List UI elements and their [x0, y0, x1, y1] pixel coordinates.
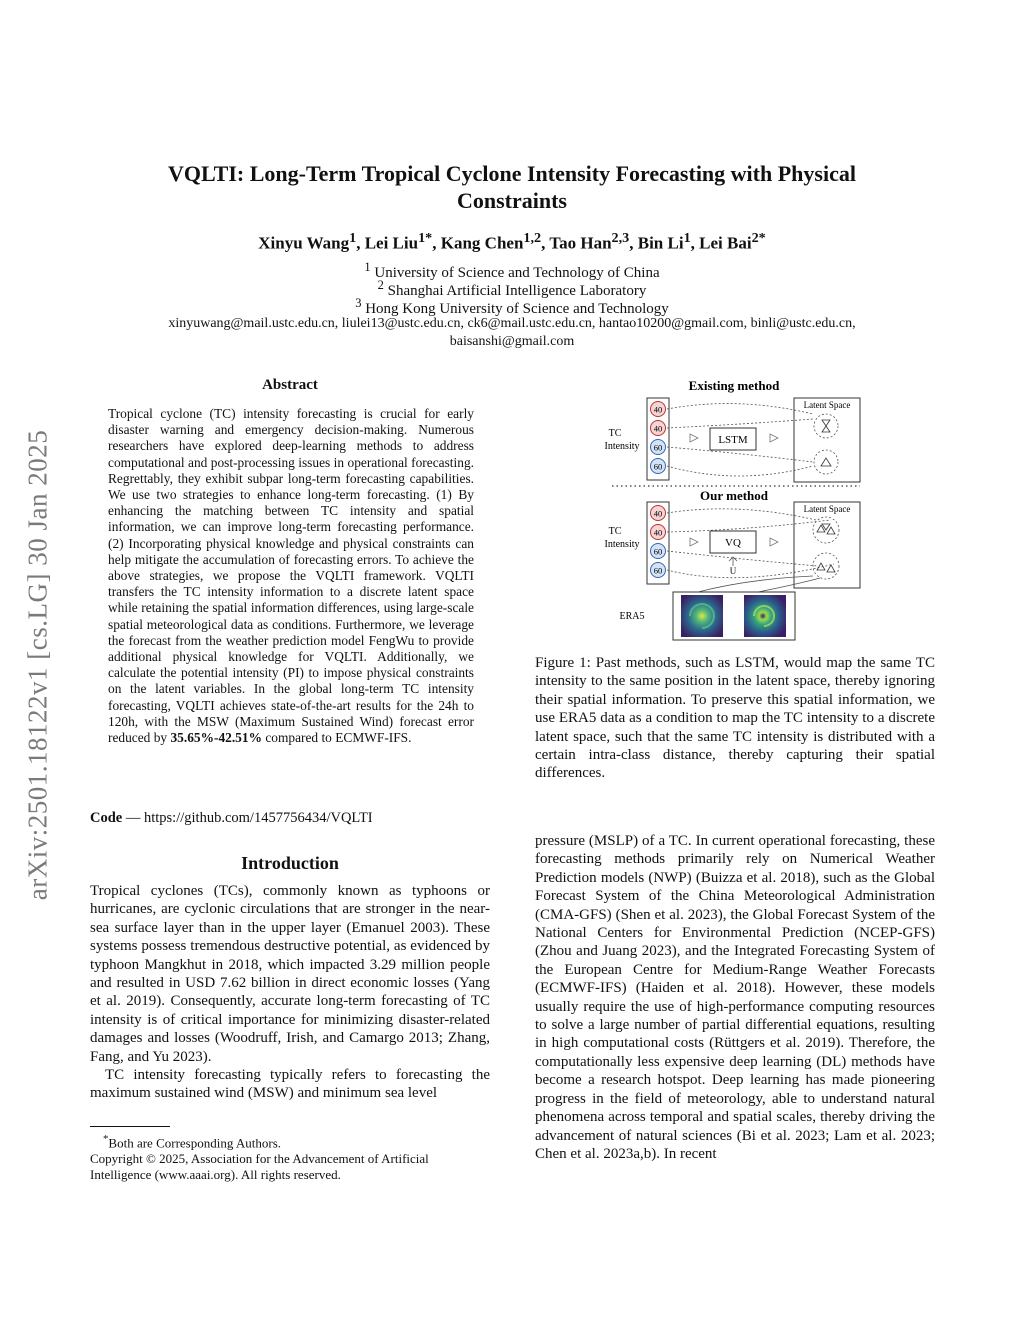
author-sup: 2* — [751, 230, 766, 246]
value-label: 60 — [653, 442, 663, 453]
introduction-heading: Introduction — [241, 853, 339, 873]
abstract-text: Tropical cyclone (TC) intensity forecasting is crucial for early disaster warning and emergency decision-making. Numerous researchers have explored deep-learning methods to address computational and post-processing issues in operational forecasting. Regrettably, they exhibit subpar long-term forecasting capabilities. We use two strategies to enhance long-term forecasting. (1) By enhancing the matching between TC intensity and spatial information, we can improve long-term forecasting performance. (2) Incorporating physical knowledge and physical constraints can help mitigate the accumulation of forecasting errors. To achieve the above strategies, we propose the VQLTI framework. VQLTI transfers the TC intensity information to a discrete latent space while retaining the spatial information differences, using large-scale spatial meteorological data as conditions. Furthermore, we leverage the forecast from the weather prediction model FengWu to provide additional physical knowledge for VQLTI. Additionally, we calculate the potential intensity (PI) to impose physical constraints on the latent variables. In the global long-term TC intensity forecasting, VQLTI achieves state-of-the-art results for the 24h to 120h, with the MSW (Maximum Sustained Wind) forecast error reduced by — [108, 406, 474, 746]
cluster-marker-icon — [821, 458, 831, 466]
abstract-body — [108, 406, 474, 746]
flow-arrow-icon — [770, 434, 778, 442]
vq-label: VQ — [725, 537, 741, 549]
footnote-text: Both are Corresponding Authors. — [108, 1135, 282, 1151]
introduction-body — [90, 882, 490, 1103]
author: Lei Liu — [364, 233, 419, 253]
value-label: 40 — [653, 404, 663, 415]
u-label: U — [729, 566, 737, 576]
author: Xinyu Wang — [258, 233, 350, 253]
our-method-title: Our method — [699, 488, 769, 503]
value-label: 60 — [653, 546, 663, 557]
era5-cyclone-image — [744, 595, 786, 637]
mapping-arrow — [667, 520, 830, 532]
author-sup: 1 — [349, 230, 357, 246]
author-sup: 1* — [418, 230, 433, 246]
latent-space-label: Latent Space — [803, 400, 851, 410]
code-line — [90, 810, 490, 827]
cluster-marker-icon — [822, 420, 830, 432]
abstract-heading: Abstract — [262, 377, 318, 393]
latent-space-label: Latent Space — [803, 504, 851, 514]
author-emails — [90, 315, 934, 351]
arxiv-sidebar — [8, 360, 68, 970]
code-link[interactable]: https://github.com/1457756434/VQLTI — [143, 810, 373, 826]
flow-arrow-icon — [690, 538, 698, 546]
lstm-label: LSTM — [718, 434, 748, 446]
affiliation-num: 3 — [355, 296, 362, 310]
value-label: 40 — [653, 508, 663, 519]
footnote-rule — [90, 1126, 170, 1127]
cluster-circle — [814, 450, 838, 474]
intensity-label: Intensity — [604, 441, 640, 452]
mapping-arrow — [667, 466, 813, 476]
figure-1-diagram — [598, 374, 868, 642]
existing-method-title: Existing method — [688, 378, 780, 393]
flow-arrow-icon — [690, 434, 698, 442]
affiliation-num: 2 — [377, 278, 384, 292]
era5-cyclone-image — [681, 595, 723, 637]
tc-label: TC — [608, 428, 622, 439]
abstract-highlight: 35.65%-42.51% — [170, 730, 262, 746]
latent-space-box — [794, 398, 860, 482]
figure-1 — [598, 374, 868, 642]
author: Tao Han — [549, 233, 612, 253]
right-column-body — [535, 832, 935, 1163]
affiliation-num: 1 — [364, 260, 371, 274]
author: Bin Li — [637, 233, 684, 253]
tc-label: TC — [608, 526, 622, 537]
mapping-arrow — [667, 564, 834, 578]
value-label: 40 — [653, 527, 663, 538]
code-dash: — — [122, 810, 144, 826]
figure-1-caption: Figure 1: Past methods, such as LSTM, would map the same TC intensity to the same position in the latent space, thereby ignoring their spatial information. To preserve this spatial information, we use ERA5 data as a condition to map the TC intensity to a discrete latent space, such that the same TC intensity is distributed with a certain intra-class distance, thereby capturing their spatial differences. — [535, 655, 935, 782]
era5-label: ERA5 — [619, 611, 645, 622]
mapping-arrow — [667, 404, 813, 414]
value-label: 60 — [653, 461, 663, 472]
flow-arrow-icon — [770, 538, 778, 546]
abstract-text-end: compared to ECMWF-IFS. — [261, 730, 412, 746]
affiliation-name: Shanghai Artificial Intelligence Laboratory — [387, 283, 647, 299]
author-sup: 2,3 — [611, 230, 630, 246]
author: Lei Bai — [699, 233, 752, 253]
latent-space-box — [794, 502, 860, 588]
footnote — [90, 1131, 490, 1183]
value-label: 40 — [653, 423, 663, 434]
emails-line-1: xinyuwang@mail.ustc.edu.cn, liulei13@ustc.edu.cn, ck6@mail.ustc.edu.cn, hantao10200@gmail.com, binli@ustc.edu.cn, — [168, 316, 856, 331]
affiliation-name: University of Science and Technology of China — [374, 265, 660, 281]
copyright-notice: Copyright © 2025, Association for the Advancement of Artificial Intelligence (www.aaai.org). All rights reserved. — [90, 1151, 429, 1183]
arxiv-id: arXiv:2501.18122v1 [cs.LG] 30 Jan 2025 — [22, 429, 53, 901]
footnote-mark: * — [103, 1133, 109, 1145]
author-sup: 1 — [683, 230, 691, 246]
right-paragraph: pressure (MSLP) of a TC. In current operational forecasting, these forecasting methods primarily rely on Numerical Weather Prediction models (NWP) (Buizza et al. 2018), such as the Global Forecast System of the China Meteorological Administration (CMA-GFS) (Shen et al. 2023), the Global Forecast System of the National Centers for Environmental Prediction (NCEP-GFS) (Zhou and Juang 2023), and the Integrated Forecasting System of the European Centre for Medium-Range Weather Forecasts (ECMWF-IFS) (Haiden et al. 2018). However, these models usually require the use of high-performance computing resources to solve a large number of partial differential equations, resulting in high computational costs (Rüttgers et al. 2019). Therefore, the computationally less expensive deep learning (DL) methods have become a research hotspot. Deep learning has made pioneering progress in the field of meteorology, able to understand natural phenomena across temporal and spatial scales, thereby driving the advancement of natural sciences (Bi et al. 2023; Lam et al. 2023; Chen et al. 2023a,b). In recent — [535, 833, 935, 1162]
intensity-label: Intensity — [604, 539, 640, 550]
affiliation-name: Hong Kong University of Science and Technology — [365, 301, 669, 317]
author: Kang Chen — [440, 233, 524, 253]
code-label: Code — [90, 810, 123, 826]
intro-paragraph-1: Tropical cyclones (TCs), commonly known as typhoons or hurricanes, are cyclonic circulations that are stronger in the near-sea surface layer than in the upper layer (Emanuel 2003). These systems possess tremendous destructive potential, as evidenced by typhoon Mangkhut in 2018, which impacted 3.29 million people and resulted in USD 7.62 billion in direct economic losses (Yang et al. 2019). Consequently, accurate long-term forecasting of TC intensity is of critical importance for minimizing disaster-related damages and losses (Woodruff, Irish, and Camargo 2013; Zhang, Fang, and Yu 2023). — [90, 883, 490, 1065]
cluster-marker-icon — [817, 524, 835, 534]
author-list: Xinyu Wang$^1$, Lei Liu$^{1*}$, Kang Chen$^{1,2}$, Tao Han$^{2,3}$, Bin Li$^1$, Lei Bai$^{2*}$ — [258, 230, 766, 253]
intro-paragraph-2: TC intensity forecasting typically refers to forecasting the maximum sustained wind (MSW) and minimum sea level — [90, 1067, 490, 1102]
emails-line-2: baisanshi@gmail.com — [449, 334, 575, 349]
mapping-arrow — [667, 419, 813, 428]
cluster-marker-icon — [817, 563, 835, 572]
footnote-line — [90, 1131, 490, 1151]
author-sup: 1,2 — [523, 230, 542, 246]
paper-title: VQLTI: Long-Term Tropical Cyclone Intensity Forecasting with Physical Constraints — [168, 161, 856, 213]
era5-arrow — [758, 578, 820, 592]
value-label: 60 — [653, 565, 663, 576]
